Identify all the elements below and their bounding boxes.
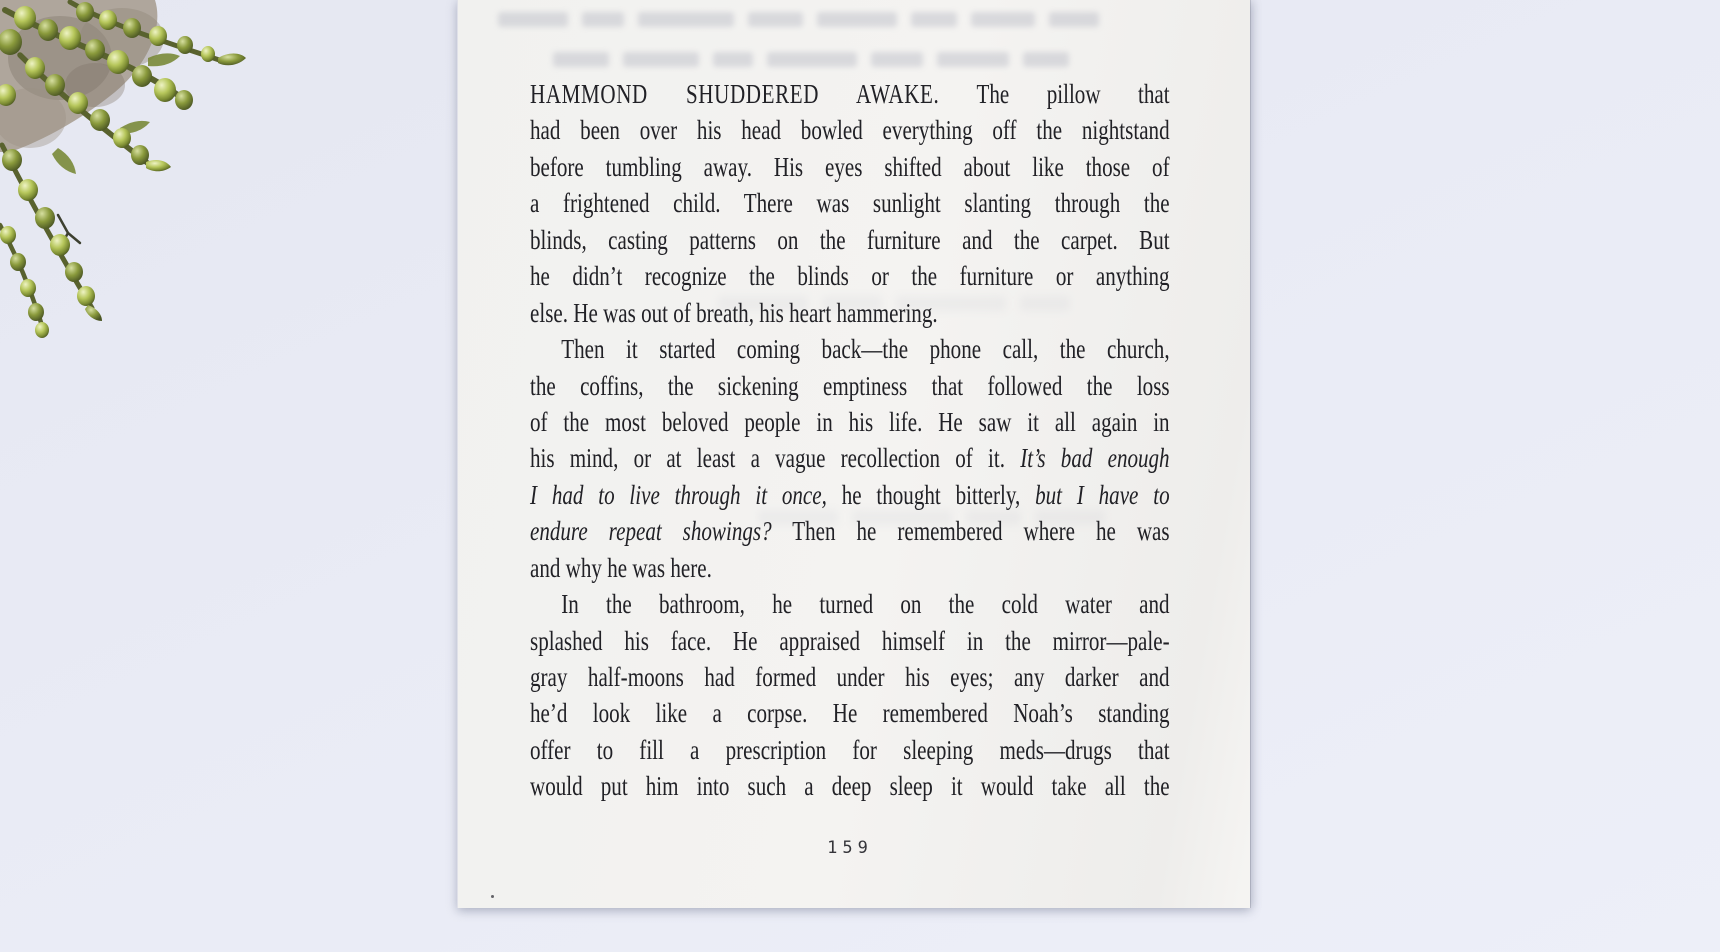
text-segment: offer to fill a prescription for sleeping meds—drugs that bbox=[530, 734, 1170, 765]
text-line bbox=[530, 404, 1170, 440]
text-segment: else. He was out of breath, his heart hammering. bbox=[530, 297, 938, 328]
text-segment: Then he remembered where he was bbox=[771, 516, 1170, 547]
paper-speck bbox=[491, 895, 494, 898]
text-segment: In the bathroom, he turned on the cold water and bbox=[561, 589, 1170, 620]
text-segment: gray half-moons had formed under his eyes; any darker and bbox=[530, 662, 1170, 692]
text-segment: blinds, casting patterns on the furniture and the carpet. But bbox=[530, 224, 1170, 255]
text-line bbox=[530, 659, 1170, 695]
text-line bbox=[530, 440, 1170, 476]
text-line bbox=[530, 295, 1170, 331]
text-segment: the coffins, the sickening emptiness that followed the loss bbox=[530, 370, 1170, 401]
text-segment: Then it started coming back—the phone call, the church, bbox=[561, 334, 1170, 365]
page-number: 159 bbox=[827, 838, 873, 858]
text-line bbox=[530, 477, 1170, 513]
text-line bbox=[530, 112, 1170, 148]
text-line bbox=[530, 513, 1170, 549]
text-segment: he didn’t recognize the blinds or the furniture or anything bbox=[530, 261, 1170, 292]
bleed-through-text bbox=[498, 12, 1099, 27]
text-segment: he thought bitterly, bbox=[826, 479, 1036, 510]
text-segment: but I have to bbox=[1035, 479, 1170, 510]
page-text bbox=[530, 76, 1170, 805]
text-line bbox=[530, 222, 1170, 258]
text-segment: The pillow that bbox=[939, 79, 1170, 109]
text-line bbox=[530, 550, 1170, 586]
text-line bbox=[530, 258, 1170, 294]
text-segment: and why he was here. bbox=[530, 552, 712, 583]
text-segment: It’s bad enough bbox=[1020, 443, 1170, 474]
text-segment: splashed his face. He appraised himself in the mirror—pale- bbox=[530, 625, 1170, 656]
plant-sprig-image bbox=[0, 0, 290, 380]
text-segment: would put him into such a deep sleep it would take all the bbox=[530, 771, 1170, 802]
text-segment: before tumbling away. His eyes shifted about like those of bbox=[530, 151, 1170, 182]
book-page bbox=[457, 0, 1250, 908]
text-line bbox=[530, 76, 1170, 112]
text-segment: he’d look like a corpse. He remembered Noah’s standing bbox=[530, 698, 1170, 729]
text-segment: had been over his head bowled everything off the nightstand bbox=[530, 115, 1170, 146]
text-line bbox=[530, 368, 1170, 404]
text-line bbox=[530, 586, 1170, 622]
text-segment: endure repeat showings? bbox=[530, 516, 772, 547]
text-line bbox=[530, 623, 1170, 659]
text-line bbox=[530, 149, 1170, 185]
text-segment: his mind, or at least a vague recollection of it. bbox=[530, 443, 1021, 474]
text-segment: I had to live through it once, bbox=[530, 479, 827, 510]
text-line bbox=[530, 768, 1170, 804]
bleed-through-text bbox=[553, 52, 1069, 67]
text-segment: a frightened child. There was sunlight slanting through the bbox=[530, 188, 1170, 219]
text-line bbox=[530, 185, 1170, 221]
text-segment: HAMMOND SHUDDERED AWAKE. bbox=[530, 79, 940, 109]
text-line bbox=[530, 695, 1170, 731]
text-line bbox=[530, 331, 1170, 367]
text-segment: of the most beloved people in his life. He saw it all again in bbox=[530, 406, 1170, 437]
text-line bbox=[530, 732, 1170, 768]
